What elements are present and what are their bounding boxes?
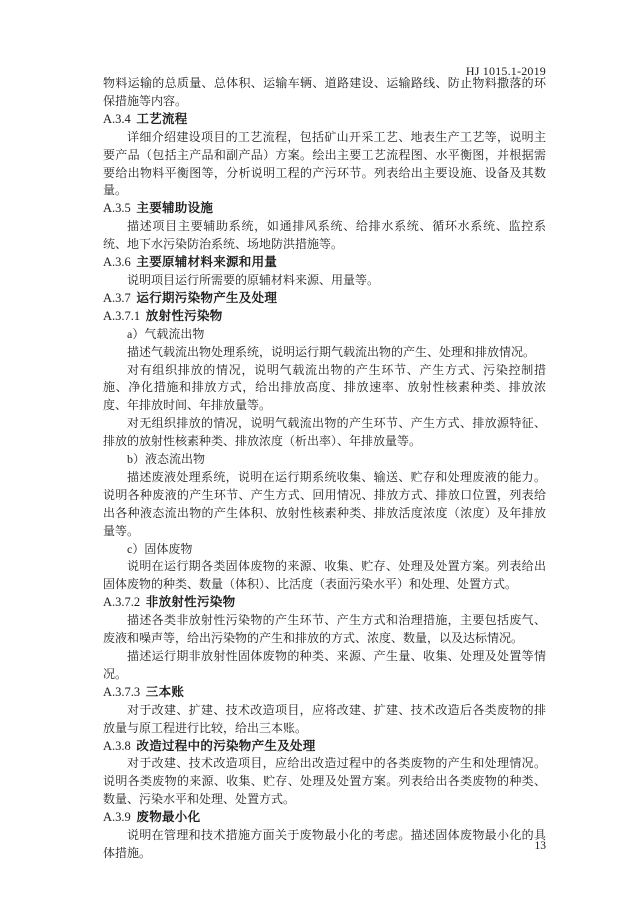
paragraph: 对于改建、技术改造项目，应给出改造过程中的各类废物的产生和处理情况。说明各类废物的来源、收集、贮存、处理及处置方案。列表给出各类废物的种类、数量、污染水平和处理、处置方式。	[103, 756, 546, 807]
paragraph: 描述各类非放射性污染物的产生环节、产生方式和治理措施，主要包括废气、废液和噪声等，给出污染物的产生和排放的方式、浓度、数量，以及达标情况。	[103, 613, 546, 646]
heading-title: 废物最小化	[136, 810, 201, 825]
paragraph: 说明在管理和技术措施方面关于废物最小化的考虑。描述固体废物最小化的具体措施。	[103, 828, 546, 860]
paragraph: 说明项目运行所需要的原辅材料来源、用量等。	[127, 272, 380, 287]
paragraph: 对于改建、扩建、技术改造项目，应将改建、扩建、技术改造后各类废物的排放量与原工程进行比较，给出三本账。	[103, 702, 546, 735]
heading-title: 主要辅助设施	[136, 201, 214, 216]
heading-number: A.3.7.3	[103, 684, 141, 699]
page-number: 13	[534, 840, 546, 852]
heading-title: 改造过程中的污染物产生及处理	[136, 738, 316, 753]
heading-number: A.3.9	[103, 810, 131, 825]
paragraph: 说明在运行期各类固体废物的来源、收集、贮存、处理及处置方案。列表给出固体废物的种类、数量（体积）、比活度（表面污染水平）和处理、处置方式。	[103, 559, 546, 592]
section-heading	[103, 738, 546, 756]
heading-number: A.3.5	[103, 201, 131, 216]
heading-title: 运行期污染物产生及处理	[136, 290, 278, 305]
heading-number: A.3.4	[103, 111, 131, 126]
heading-title: 放射性污染物	[145, 308, 223, 323]
paragraph: 对有组织排放的情况，说明气载流出物的产生环节、产生方式、污染控制措施、净化措施和排放方式，给出排放高度、排放速率、放射性核素种类、排放浓度、年排放时间、年排放量等。	[103, 362, 546, 413]
heading-number: A.3.7.1	[103, 308, 141, 323]
heading-title: 工艺流程	[136, 111, 188, 126]
paragraph: a）气载流出物	[127, 326, 205, 341]
paragraph: c）固体废物	[127, 541, 193, 556]
section-heading	[103, 111, 546, 129]
section-heading	[103, 200, 546, 218]
heading-title: 主要原辅材料来源和用量	[136, 255, 278, 270]
heading-number: A.3.6	[103, 255, 131, 270]
section-heading	[103, 254, 546, 272]
heading-title: 非放射性污染物	[145, 595, 236, 610]
heading-number: A.3.7	[103, 290, 131, 305]
paragraph: 描述气载流出物处理系统，说明运行期气载流出物的产生、处理和排放情况。	[127, 344, 536, 359]
section-heading	[103, 809, 546, 827]
section-heading	[103, 684, 546, 702]
paragraph: 物料运输的总质量、总体积、运输车辆、道路建设、运输路线、防止物料撒落的环保措施等内容。	[103, 76, 546, 108]
document-body	[103, 75, 546, 863]
paragraph: b）液态流出物	[127, 452, 206, 467]
doc-standard-number: HJ 1015.1-2019	[465, 64, 546, 78]
paragraph: 描述项目主要辅助系统，如通排风系统、给排水系统、循环水系统、监控系统、地下水污染防治系统、场地防洪措施等。	[103, 219, 546, 252]
paragraph: 描述运行期非放射性固体废物的种类、来源、产生量、收集、处理及处置等情况。	[103, 649, 546, 681]
paragraph: 描述废液处理系统，说明在运行期系统收集、输送、贮存和处理废液的能力。说明各种废液的产生环节、产生方式、回用情况、排放方式、排放口位置，列表给出各种液态流出物的产生体积、放射性核素种类、排放活度浓度（浓度）及年排放量等。	[103, 469, 546, 538]
heading-number: A.3.7.2	[103, 595, 141, 610]
section-heading	[103, 308, 546, 326]
paragraph: 详细介绍建设项目的工艺流程，包括矿山开采工艺、地表生产工艺等，说明主要产品（包括主产品和副产品）方案。绘出主要工艺流程图、水平衡图，并根据需要给出物料平衡图等，分析说明工程的产污环节。列表给出主要设施、设备及其数量。	[103, 129, 546, 198]
heading-title: 三本账	[145, 684, 185, 699]
paragraph: 对无组织排放的情况，说明气载流出物的产生环节、产生方式、排放源特征、排放的放射性核素种类、排放浓度（析出率）、年排放量等。	[103, 416, 546, 449]
section-heading	[103, 594, 546, 612]
heading-number: A.3.8	[103, 738, 131, 753]
section-heading	[103, 290, 546, 308]
